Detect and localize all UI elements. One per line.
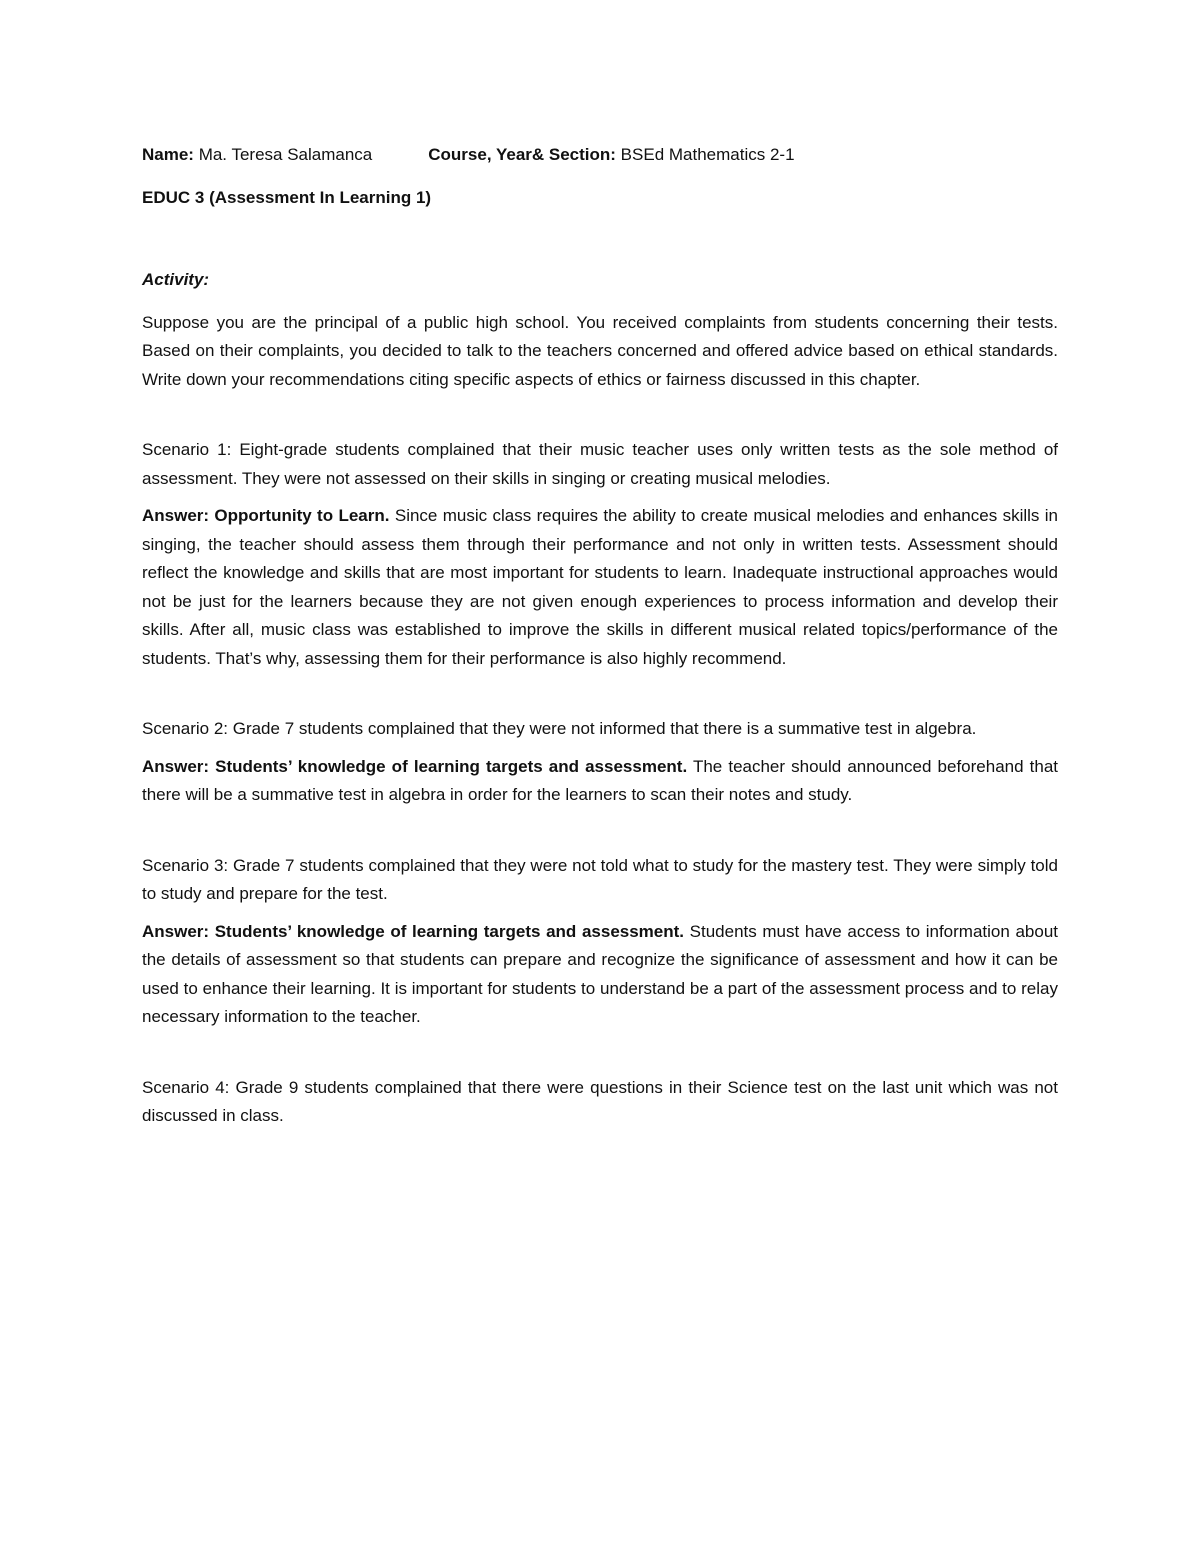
scenario-2-answer-text: The teacher should announced beforehand that there will be a summative test in algebra in order for the learners to scan their notes and study. [142,756,1059,804]
scenario-1-answer-text: Since music class requires the ability to create musical melodies and enhances skills in singing, the teacher should assess them through their performance and not only in written tests. Assessment should reflect the knowledge and skills that are most important for students to learn. Inadequate instructional approaches would not be just for the learners because they are not given enough experiences to process information and develop their skills. After all, music class was established to improve the skills in different musical related topics/performance of the students. That’s why, assessing them for their performance is also highly recommend. [142,506,1059,668]
scenario-3-answer [142,918,1058,1032]
course-value: BSEd Mathematics 2-1 [615,145,795,164]
scenario-3-text: Scenario 3: Grade 7 students complained that they were not told what to study for the mastery test. They were simply told to study and prepare for the test. [142,855,1058,903]
document-page [142,141,1058,1131]
name-value: Ma. Teresa Salamanca [193,145,373,164]
name-label: Name: [142,145,194,164]
scenario-1-text: Scenario 1: Eight-grade students complained that their music teacher uses only written tests as the sole method of assessment. They were not assessed on their skills in singing or creating musical melodies. [142,440,1058,488]
course-label: Course, Year& Section: [428,145,616,164]
scenario-3-answer-text: Students must have access to information about the details of assessment so that students can prepare and recognize the significance of assessment and how it can be used to enhance their learning. It is important for students to understand be a part of the assessment process and to relay necessary information to the teacher. [142,921,1058,1026]
scenario-2-answer [142,753,1058,810]
scenario-1-answer-label: Answer: Opportunity to Learn. [142,506,390,525]
scenario-3-answer-label: Answer: Students’ knowledge of learning targets and assessment. [142,921,685,941]
activity-label: Activity: [142,270,210,289]
activity-prompt: Suppose you are the principal of a public high school. You received complaints from students concerning their tests. Based on their complaints, you decided to talk to the teachers concerned and offered advice based on ethical standards. Write down your recommendations citing specific aspects of ethics or fairness discussed in this chapter. [142,312,1058,389]
scenario-4-text: Scenario 4: Grade 9 students complained that there were questions in their Science test on the last unit which was not discussed in class. [142,1077,1058,1125]
scenario-2-answer-label: Answer: Students’ knowledge of learning targets and assessment. [142,756,688,776]
header-line [142,141,1058,170]
scenario-1-answer [142,502,1058,673]
subject-title: EDUC 3 (Assessment In Learning 1) [142,187,432,207]
scenario-2-text: Scenario 2: Grade 7 students complained that they were not informed that there is a summative test in algebra. [142,719,977,738]
